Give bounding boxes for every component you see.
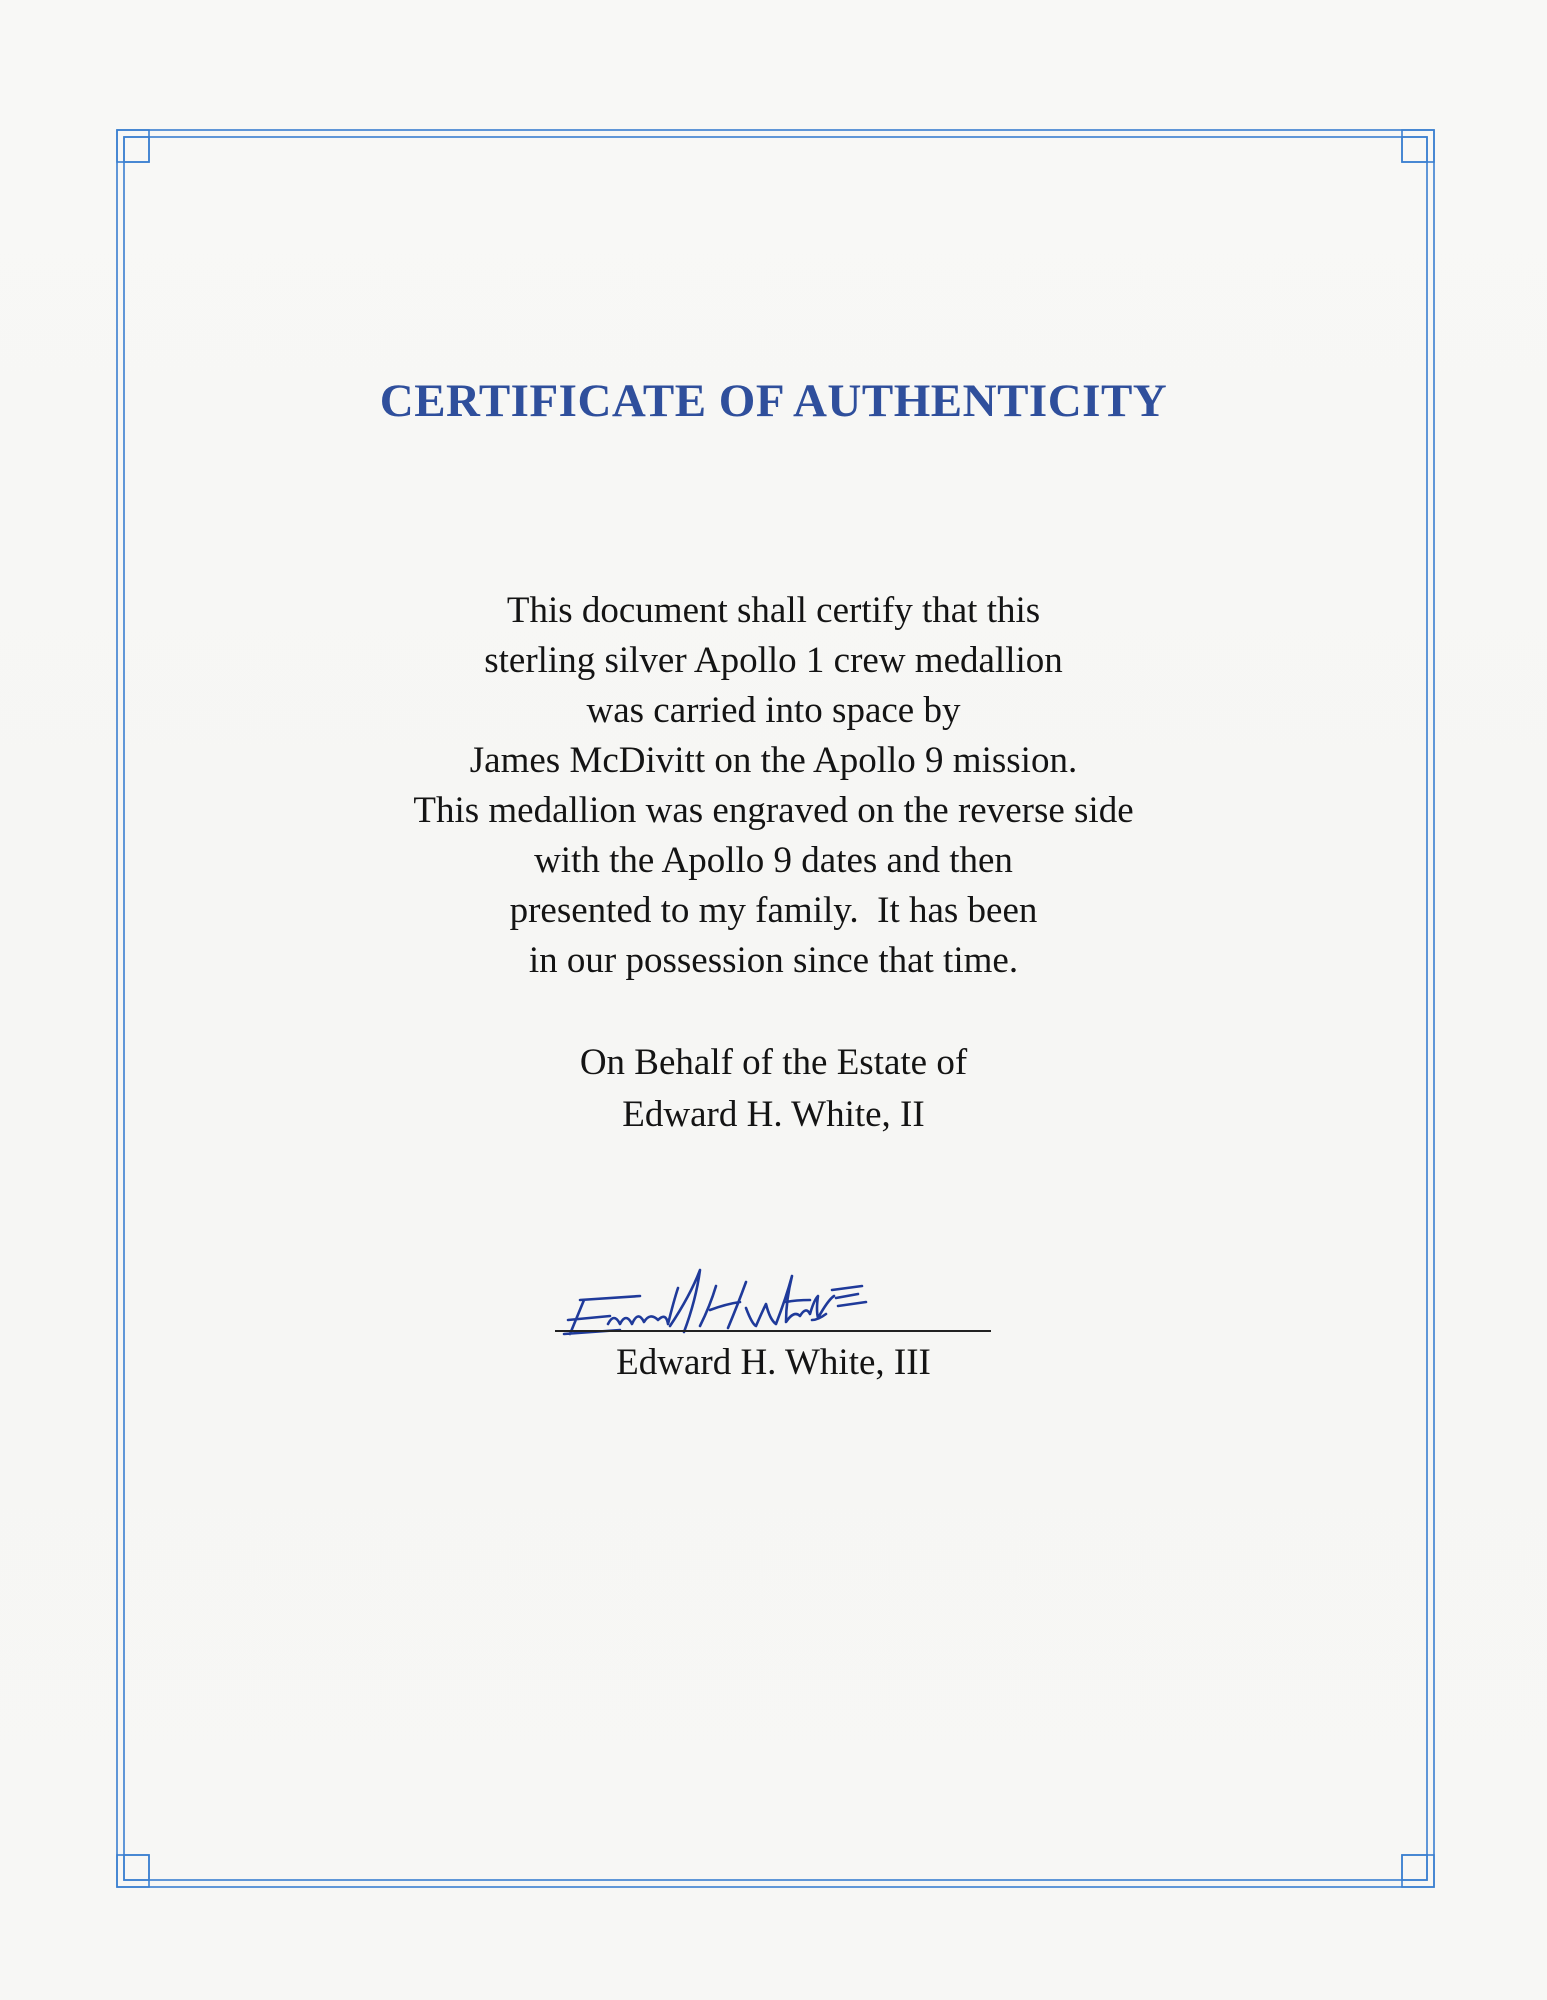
estate-line: On Behalf of the Estate of <box>579 1042 968 1083</box>
body-line: with the Apollo 9 dates and then <box>534 840 1013 881</box>
certificate-title: CERTIFICATE OF AUTHENTICITY <box>379 375 1168 427</box>
handwritten-signature <box>550 1260 950 1340</box>
body-line: presented to my family. It has been <box>509 890 1038 931</box>
body-line: in our possession since that time. <box>528 940 1019 981</box>
estate-line: Edward H. White, II <box>622 1094 925 1135</box>
certificate-body <box>0 586 1547 986</box>
estate-statement <box>0 1037 1547 1141</box>
body-line: This medallion was engraved on the reverse side <box>413 790 1134 831</box>
signer-name: Edward H. White, III <box>616 1342 931 1383</box>
body-line: James McDivitt on the Apollo 9 mission. <box>469 740 1078 781</box>
body-line: sterling silver Apollo 1 crew medallion <box>484 640 1063 681</box>
body-line: This document shall certify that this <box>506 590 1041 631</box>
signature-line <box>555 1330 991 1332</box>
body-line: was carried into space by <box>586 690 961 731</box>
